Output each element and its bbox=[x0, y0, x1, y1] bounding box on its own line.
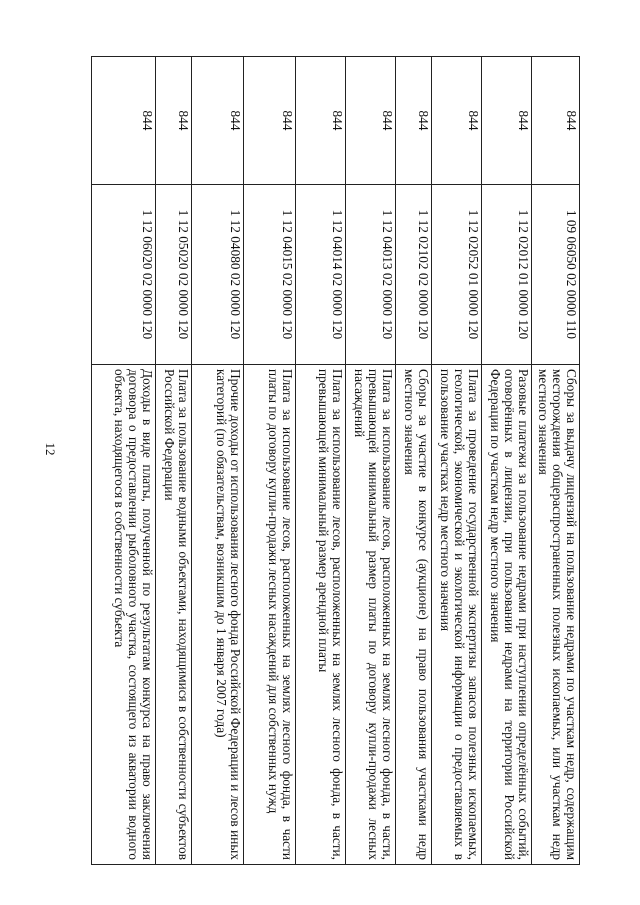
description-cell: Плата за пользование водными объектами, находящимися в собственности субъектов Российской Федерации bbox=[156, 365, 192, 865]
admin-code-cell: 844 bbox=[532, 57, 580, 185]
table-row bbox=[244, 57, 296, 865]
kbk-code-cell: 1 12 04015 02 0000 120 bbox=[244, 185, 296, 365]
kbk-code-cell: 1 12 04014 02 0000 120 bbox=[296, 185, 346, 365]
description-cell: Плата за проведение государственной экспертизы запасов полезных ископаемых, геологической, экономической и экологической информации о предоставляемых в пользование участках недр местного значения bbox=[432, 365, 482, 865]
table-row bbox=[346, 57, 396, 865]
table-row bbox=[482, 57, 532, 865]
admin-code-cell: 844 bbox=[432, 57, 482, 185]
admin-code-cell: 844 bbox=[192, 57, 244, 185]
document-table-container bbox=[92, 56, 580, 864]
table-row bbox=[432, 57, 482, 865]
kbk-code-cell: 1 12 02052 01 0000 120 bbox=[432, 185, 482, 365]
admin-code-cell: 844 bbox=[396, 57, 432, 185]
description-cell: Разовые платежи за пользование недрами при наступлении определённых событий, оговорённых в лицензии, при пользовании недрами на территории Российской Федерации по участкам недр местного значения bbox=[482, 365, 532, 865]
kbk-code-cell: 1 12 04080 02 0000 120 bbox=[192, 185, 244, 365]
kbk-code-cell: 1 12 02102 02 0000 120 bbox=[396, 185, 432, 365]
kbk-code-cell: 1 09 06050 02 0000 110 bbox=[532, 185, 580, 365]
description-cell: Сборы за участие в конкурсе (аукционе) на право пользования участками недр местного значения bbox=[396, 365, 432, 865]
page-number: 12 bbox=[43, 442, 58, 456]
admin-code-cell: 844 bbox=[296, 57, 346, 185]
admin-code-cell: 844 bbox=[244, 57, 296, 185]
revenue-codes-table bbox=[91, 56, 580, 865]
table-row bbox=[396, 57, 432, 865]
description-cell: Доходы в виде платы, полученной по результатам конкурса на право заключения договора о предоставлении рыболовного участка, состоящего из акватории водного объекта, находящегося в собственности субъекта bbox=[92, 365, 156, 865]
admin-code-cell: 844 bbox=[156, 57, 192, 185]
description-cell: Плата за использование лесов, расположенных на землях лесного фонда, в части платы по договору купли-продажи лесных насаждений для собственных нужд bbox=[244, 365, 296, 865]
table-row bbox=[192, 57, 244, 865]
admin-code-cell: 844 bbox=[482, 57, 532, 185]
kbk-code-cell: 1 12 05020 02 0000 120 bbox=[156, 185, 192, 365]
kbk-code-cell: 1 12 06020 02 0000 120 bbox=[92, 185, 156, 365]
admin-code-cell: 844 bbox=[346, 57, 396, 185]
table-row bbox=[296, 57, 346, 865]
admin-code-cell: 844 bbox=[92, 57, 156, 185]
table-row bbox=[532, 57, 580, 865]
table-row bbox=[156, 57, 192, 865]
kbk-code-cell: 1 12 02012 01 0000 120 bbox=[482, 185, 532, 365]
description-cell: Сборы за выдачу лицензий на пользование недрами по участкам недр, содержащим месторождения общераспространенных полезных ископаемых, или участкам недр местного значения bbox=[532, 365, 580, 865]
description-cell: Плата за использование лесов, расположенных на землях лесного фонда, в части, превышающей минимальный размер арендной платы bbox=[296, 365, 346, 865]
description-cell: Плата за использование лесов, расположенных на землях лесного фонда, в части, превышающей минимальный размер платы по договору купли-продажи лесных насаждений bbox=[346, 365, 396, 865]
kbk-code-cell: 1 12 04013 02 0000 120 bbox=[346, 185, 396, 365]
table-row bbox=[92, 57, 156, 865]
description-cell: Прочие доходы от использования лесного фонда Российской Федерации и лесов иных категорий (по обязательствам, возникшим до 1 января 2007 года) bbox=[192, 365, 244, 865]
